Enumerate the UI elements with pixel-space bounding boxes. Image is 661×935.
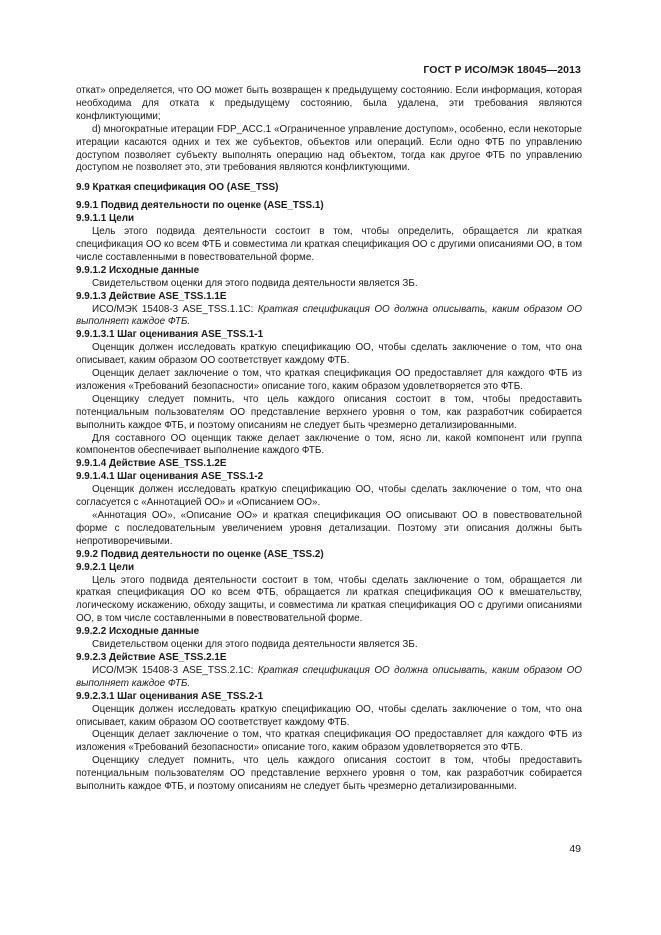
document-body: [76, 85, 582, 794]
subsection-heading: 9.9.1.3 Действие ASE_TSS.1.1E: [76, 290, 227, 302]
document-header: ГОСТ Р ИСО/МЭК 18045—2013: [423, 64, 581, 76]
paragraph: Оценщик должен исследовать краткую спецификацию ОО, чтобы сделать заключение о том, что она описывает, каким образом ОО соответствует каждому ФТБ.: [76, 342, 582, 367]
subsection-heading: 9.9.1 Подвид деятельности по оценке (ASE_TSS.1): [76, 200, 324, 212]
subsection-heading: 9.9.2.1 Цели: [76, 561, 135, 573]
citation-reference: ИСО/МЭК 15408-3 ASE_TSS.1.1C:: [92, 303, 258, 315]
paragraph: Оценщик делает заключение о том, что краткая спецификация ОО предоставляет для каждого ФТБ из изложения «Требований безопасности» описание того, каким образом удовлетворяется это ФТБ.: [76, 729, 582, 754]
citation-text: Краткая спецификация ОО должна описывать, каким образом ОО выполняет каждое ФТБ.: [76, 664, 582, 689]
paragraph: Оценщик должен исследовать краткую спецификацию ОО, чтобы сделать заключение о том, что она описывает, каким образом ОО соответствует каждому ФТБ.: [76, 703, 582, 728]
section-heading: 9.9 Краткая спецификация ОО (ASE_TSS): [76, 182, 279, 194]
subsection-heading: 9.9.1.1 Цели: [76, 213, 135, 225]
paragraph: откат» определяется, что ОО может быть возвращен к предыдущему состоянию. Если информация, которая необходима для отката к предыдущему состоянию, была удалена, эти требования являются конфликтующими;: [76, 85, 582, 122]
paragraph: Свидетельством оценки для этого подвида деятельности является ЗБ.: [92, 639, 418, 651]
paragraph: «Аннотация ОО», «Описание ОО» и краткая спецификация ОО описывают ОО в повествовательной форме с последовательным увеличением уровня детализации. Поэтому эти описания должны быть непротиворечивыми.: [76, 510, 582, 547]
subsection-heading: 9.9.1.2 Исходные данные: [76, 264, 200, 276]
subsection-heading: 9.9.2.3 Действие ASE_TSS.2.1E: [76, 651, 227, 663]
citation-reference: ИСО/МЭК 15408-3 ASE_TSS.2.1C:: [92, 664, 258, 676]
paragraph: Оценщику следует помнить, что цель каждого описания состоит в том, чтобы предоставить потенциальным пользователям ОО представление верхнего уровня о том, как разработчик собирается выполнить каждое ФТБ, и поэтому описаниям не следует быть чрезмерно детализированными.: [76, 393, 582, 431]
paragraph: Цель этого подвида деятельности состоит в том, чтобы определить, обращается ли краткая спецификация ОО ко всем ФТБ и совместима ли краткая спецификация ОО с другими описаниями ОО, в том числе составленными в повествовательной форме.: [76, 226, 582, 263]
paragraph: d) многократные итерации FDP_ACC.1 «Ограниченное управление доступом», особенно, если некоторые итерации касаются одних и тех же субъектов, объектов или операций. Если одно ФТБ по управлению доступом позволяет субъекту выполнять операцию над объектом, тогда как другое ФТБ по управлению доступом не позволяет это, эти требования являются конфликтующими.: [76, 123, 582, 174]
subsection-heading: 9.9.1.3.1 Шаг оценивания ASE_TSS.1-1: [76, 329, 264, 341]
paragraph: Цель этого подвида деятельности состоит в том, чтобы сделать заключение о том, обращается ли краткая спецификация ОО ко всем ФТБ, обращается ли краткая спецификация ОО к вмешательству, логическому искажению, обходу защиты, и совместима ли краткая спецификация ОО с другими описаниями ОО, в том числе составленными в повествовательной форме.: [76, 574, 582, 625]
paragraph: Для составного ОО оценщик также делает заключение о том, ясно ли, какой компонент или группа компонентов обеспечивает выполнение каждого ФТБ.: [76, 432, 582, 457]
page-number: 49: [569, 843, 581, 855]
subsection-heading: 9.9.2.2 Исходные данные: [76, 626, 200, 638]
paragraph: Свидетельством оценки для этого подвида деятельности является ЗБ.: [92, 277, 418, 289]
subsection-heading: 9.9.1.4.1 Шаг оценивания ASE_TSS.1-2: [76, 471, 264, 483]
citation-text: Краткая спецификация ОО должна описывать, каким образом ОО выполняет каждое ФТБ.: [76, 303, 582, 328]
paragraph: Оценщик должен исследовать краткую спецификацию ОО, чтобы сделать заключение о том, что она согласуется с «Аннотацией ОО» и «Описанием ОО».: [76, 484, 582, 509]
subsection-heading: 9.9.2 Подвид деятельности по оценке (ASE_TSS.2): [76, 548, 324, 560]
paragraph: Оценщик делает заключение о том, что краткая спецификация ОО предоставляет для каждого ФТБ из изложения «Требований безопасности» описание того, каким образом удовлетворяется это ФТБ.: [76, 368, 582, 392]
requirement-citation: [76, 665, 582, 691]
paragraph: Оценщику следует помнить, что цель каждого описания состоит в том, чтобы предоставить потенциальным пользователям ОО представление верхнего уровня о том, как разработчик собирается выполнить каждое ФТБ, и поэтому описаниям не следует быть чрезмерно детализированными.: [76, 755, 582, 793]
subsection-heading: 9.9.2.3.1 Шаг оценивания ASE_TSS.2-1: [76, 690, 264, 702]
requirement-citation: [76, 304, 582, 330]
subsection-heading: 9.9.1.4 Действие ASE_TSS.1.2E: [76, 458, 227, 470]
